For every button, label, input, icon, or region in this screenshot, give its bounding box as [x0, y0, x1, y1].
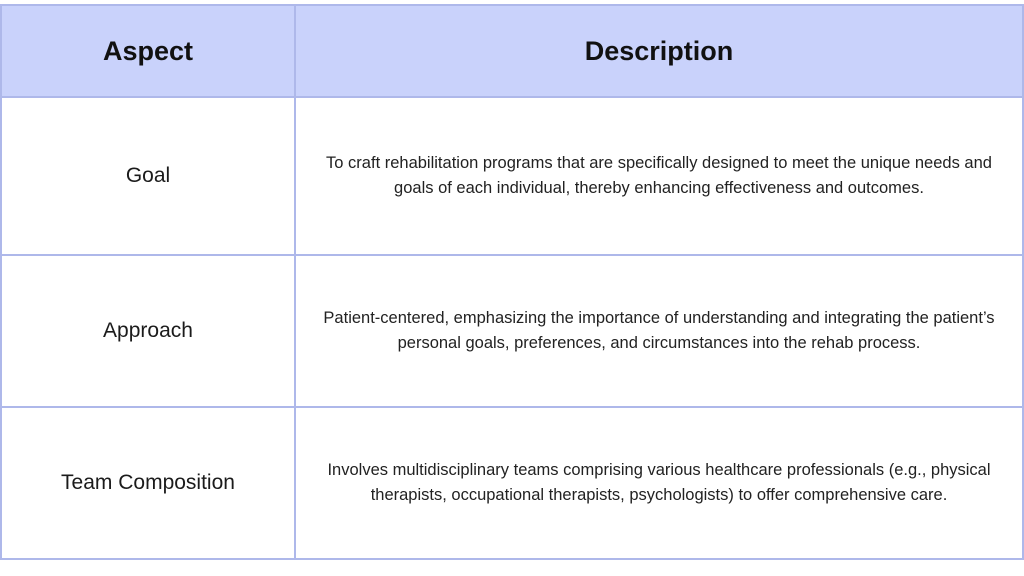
- aspect-description-table: [0, 4, 1024, 560]
- comparison-table-container: [0, 4, 1022, 560]
- aspect-cell-goal: Goal: [1, 97, 295, 255]
- description-cell-approach: Patient-centered, emphasizing the importance of understanding and integrating the patient’s personal goals, preferences, and circumstances into the rehab process.: [295, 255, 1023, 407]
- table-header: [1, 5, 1023, 97]
- aspect-cell-approach: Approach: [1, 255, 295, 407]
- header-aspect: Aspect: [1, 5, 295, 97]
- table-body: [1, 97, 1023, 559]
- description-cell-team-composition: Involves multidisciplinary teams comprising various healthcare professionals (e.g., physical therapists, occupational therapists, psychologists) to offer comprehensive care.: [295, 407, 1023, 559]
- table-row-team-composition: [1, 407, 1023, 559]
- header-row: [1, 5, 1023, 97]
- table-row-goal: [1, 97, 1023, 255]
- table-row-approach: [1, 255, 1023, 407]
- description-cell-goal: To craft rehabilitation programs that are specifically designed to meet the unique needs and goals of each individual, thereby enhancing effectiveness and outcomes.: [295, 97, 1023, 255]
- aspect-cell-team-composition: Team Composition: [1, 407, 295, 559]
- header-description: Description: [295, 5, 1023, 97]
